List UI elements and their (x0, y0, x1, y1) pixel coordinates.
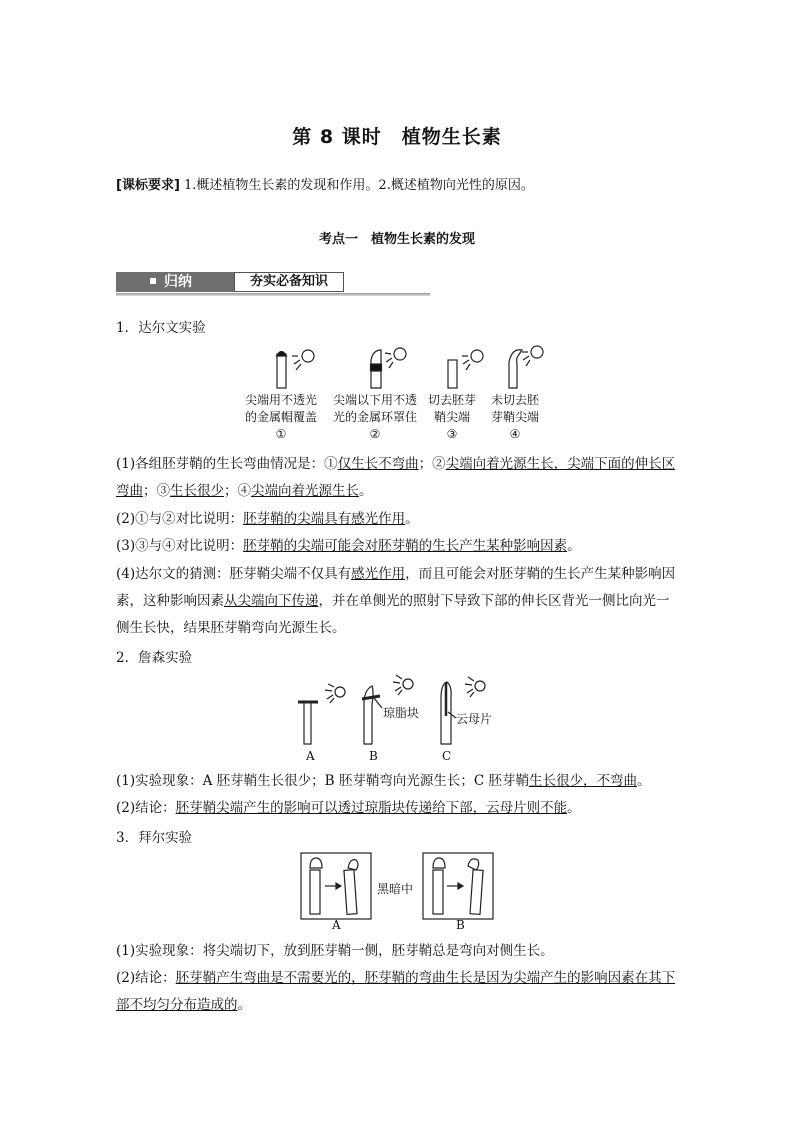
paal-box-a (301, 853, 371, 919)
underlined-answer: 感光作用 (351, 566, 406, 582)
text: (2)结论： (116, 970, 176, 986)
banner-subtitle: 夯实必备知识 (234, 272, 344, 292)
agar-label: 琼脂块 (383, 706, 420, 720)
page-title: 第 8 课时 植物生长素 (292, 126, 502, 148)
requirement-tag: [课标要求] (116, 178, 180, 193)
boysen-label-a: A (306, 749, 315, 763)
underlined-answer: 胚芽鞘产生弯曲是不需要光的，胚芽鞘的弯曲生长是因为尖端产生的影响因素在其下部不均匀分布造成的 (116, 970, 676, 1013)
paal-paragraph-1 (116, 938, 682, 965)
underlined-answer: 从尖端向下传递 (224, 593, 319, 609)
text: 。 (637, 773, 651, 789)
underlined-answer: 生长很少，不弯曲 (529, 773, 637, 789)
darwin-heading: 1．达尔文实验 (116, 320, 206, 336)
darwin-paragraph-3 (116, 533, 682, 560)
darwin-caption-2 (330, 392, 420, 443)
darwin-paragraph-2 (116, 506, 682, 533)
dark-label: 黑暗中 (377, 882, 414, 896)
underlined-answer: 尖端向着光源生长 (251, 483, 359, 499)
boysen-label-c: C (442, 749, 452, 763)
text: (3)③与④对比说明： (116, 538, 244, 554)
paal-label-b: B (456, 918, 465, 932)
boysen-heading: 2．詹森实验 (116, 650, 193, 666)
banner-left-text: 归纳 (164, 274, 192, 290)
text: (2)结论： (116, 800, 176, 816)
caption-line: 尖端以下用不透 (332, 393, 417, 407)
caption-line: 未切去胚 (490, 393, 539, 407)
boysen-paragraph-1 (116, 768, 682, 795)
text: ；② (418, 456, 446, 472)
boysen-coleoptile-a (298, 684, 345, 744)
darwin-paragraph-4 (116, 561, 682, 642)
darwin-caption-3 (422, 392, 482, 443)
text: ；③ (143, 483, 170, 499)
boysen-paragraph-2 (116, 795, 682, 822)
caption-number: ② (369, 427, 381, 441)
course-requirement (116, 174, 534, 193)
text: (1)各组胚芽鞘的生长弯曲情况是：① (116, 456, 338, 472)
mica-label: 云母片 (456, 712, 493, 726)
darwin-caption-4 (485, 392, 545, 443)
text: (4)达尔文的猜测：胚芽鞘尖端不仅具有 (116, 566, 352, 582)
darwin-coleoptile-4 (509, 346, 543, 388)
section-banner (116, 270, 430, 296)
caption-line: 尖端用不透光 (244, 393, 317, 407)
section-title: 考点一 植物生长素的发现 (318, 232, 475, 247)
text: 。 (567, 538, 581, 554)
text: 。 (359, 483, 373, 499)
caption-line: 切去胚芽 (427, 393, 476, 407)
underlined-answer: 仅生长不弯曲 (337, 456, 419, 472)
caption-number: ① (275, 427, 287, 441)
text: (1)实验现象：将尖端切下，放到胚芽鞘一侧，胚芽鞘总是弯向对侧生长。 (116, 943, 554, 959)
caption-line: 光的金属环罩住 (332, 410, 417, 424)
darwin-diagram (250, 342, 550, 390)
darwin-paragraph-1 (116, 451, 682, 505)
darwin-coleoptile-2 (371, 348, 407, 388)
text: ，而且可能会对胚芽鞘的生长产生某种影响因素，这种影响因素 (116, 566, 676, 609)
text: 。 (237, 997, 251, 1013)
paal-paragraph-2 (116, 965, 682, 1019)
text: (2)①与②对比说明： (116, 511, 244, 527)
darwin-caption-1 (242, 392, 320, 443)
darwin-coleoptile-3 (448, 350, 483, 388)
caption-line: 芽鞘尖端 (490, 410, 539, 424)
underlined-answer: 生长很少 (170, 483, 224, 499)
underlined-answer: 胚芽鞘的尖端可能会对胚芽鞘的生长产生某种影响因素 (243, 538, 568, 554)
text: ；④ (224, 483, 251, 499)
text: ，并在单侧光的照射下导致下部的伸长区背光一侧比向光一侧生长快，结果胚芽鞘弯向光源生长。 (116, 593, 670, 636)
caption-line: 鞘尖端 (433, 410, 470, 424)
underlined-answer: 尖端向着光源生长，尖端下面的伸长区弯曲 (116, 456, 676, 499)
underlined-answer: 胚芽鞘的尖端具有感光作用 (243, 511, 406, 527)
underlined-answer: 胚芽鞘尖端产生的影响可以透过琼脂块传递给下部，云母片则不能 (175, 800, 568, 816)
text: 。 (405, 511, 419, 527)
text: (1)实验现象：A 胚芽鞘生长很少；B 胚芽鞘弯向光源生长；C 胚芽鞘 (116, 773, 529, 789)
text: 。 (567, 800, 581, 816)
caption-line: 的金属帽覆盖 (244, 410, 317, 424)
paal-box-b (423, 853, 493, 919)
requirement-text: 1.概述植物生长素的发现和作用。2.概述植物向光性的原因。 (179, 178, 534, 193)
boysen-label-b: B (369, 749, 378, 763)
caption-number: ③ (446, 427, 458, 441)
banner-label (116, 272, 234, 292)
paal-label-a: A (332, 918, 341, 932)
darwin-coleoptile-1 (277, 350, 315, 388)
square-icon (150, 278, 156, 284)
paal-heading: 3．拜尔实验 (116, 830, 193, 846)
caption-number: ④ (509, 427, 521, 441)
banner-underline (116, 293, 430, 296)
